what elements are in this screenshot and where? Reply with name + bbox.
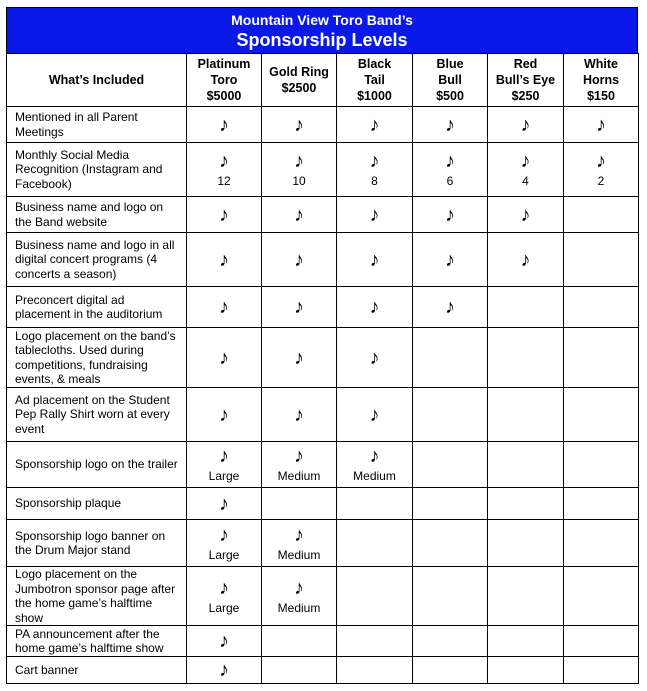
level-cell: [337, 442, 413, 488]
level-cell: [564, 287, 639, 328]
music-note-icon: ♪: [294, 248, 304, 271]
music-note-icon: ♪: [219, 492, 229, 515]
level-cell: [262, 520, 337, 567]
cell-detail: Large: [208, 600, 240, 615]
music-note-icon: ♪: [294, 445, 304, 467]
level-cell: [413, 197, 488, 233]
level-cell: [488, 388, 564, 442]
level-price: $5000: [206, 89, 242, 103]
level-name: Horns: [582, 73, 620, 87]
level-cell: [187, 197, 262, 233]
level-name: Tail: [364, 73, 385, 87]
music-note-icon: ♪: [219, 248, 229, 271]
level-cell: [413, 107, 488, 143]
level-cell: [564, 567, 639, 626]
music-note-icon: ♪: [294, 150, 304, 172]
table-body: [7, 107, 639, 684]
music-note-icon: ♪: [219, 296, 229, 318]
benefit-label: Logo placement on the Jumbotron sponsor page after the home game’s halftime show: [7, 567, 187, 626]
benefit-label: Mentioned in all Parent Meetings: [7, 107, 187, 143]
level-cell: [337, 488, 413, 520]
level-name: White: [583, 57, 619, 71]
table-row: [7, 143, 639, 197]
level-cell: [337, 287, 413, 328]
title-line-2: Sponsorship Levels: [236, 30, 408, 50]
music-note-icon: ♪: [596, 150, 606, 172]
cell-detail: Medium: [353, 469, 396, 483]
benefit-label: Preconcert digital ad placement in the auditorium: [7, 287, 187, 328]
level-name: Gold Ring: [269, 65, 329, 79]
music-note-icon: ♪: [520, 203, 531, 226]
level-cell: [187, 488, 262, 520]
music-note-icon: ♪: [369, 346, 380, 369]
cell-detail: Medium: [277, 469, 321, 483]
level-cell: [413, 388, 488, 442]
table-row: [7, 388, 639, 442]
table-row: [7, 626, 639, 657]
level-cell: [262, 388, 337, 442]
level-cell: [564, 520, 639, 567]
cell-detail: Large: [208, 469, 240, 483]
music-note-icon: ♪: [219, 346, 229, 369]
level-cell: [187, 107, 262, 143]
benefit-label: Business name and logo on the Band website: [7, 197, 187, 233]
level-cell: [488, 442, 564, 488]
level-cell: [337, 657, 413, 684]
table-row: [7, 442, 639, 488]
level-cell: [488, 520, 564, 567]
table-row: [7, 107, 639, 143]
level-cell: [564, 442, 639, 488]
table-row: [7, 520, 639, 567]
level-cell: [488, 107, 564, 143]
music-note-icon: ♪: [219, 659, 229, 681]
level-cell: [488, 488, 564, 520]
level-cell: [564, 107, 639, 143]
title-banner: [6, 7, 638, 53]
music-note-icon: ♪: [294, 113, 304, 136]
music-note-icon: ♪: [369, 445, 380, 467]
level-cell: [337, 388, 413, 442]
cell-detail: 2: [597, 174, 605, 188]
level-cell: [187, 657, 262, 684]
music-note-icon: ♪: [219, 150, 229, 172]
benefit-label: Cart banner: [7, 657, 187, 684]
level-cell: [262, 328, 337, 388]
level-price: $250: [511, 89, 540, 103]
header-level-blue: [413, 54, 488, 107]
music-note-icon: ♪: [219, 203, 229, 226]
level-name: Black: [357, 57, 392, 71]
level-name: Toro: [210, 73, 238, 87]
level-cell: [337, 233, 413, 287]
level-cell: [413, 233, 488, 287]
level-cell: [564, 388, 639, 442]
music-note-icon: ♪: [294, 523, 304, 546]
benefit-label: Sponsorship plaque: [7, 488, 187, 520]
level-cell: [187, 328, 262, 388]
header-level-red: [488, 54, 564, 107]
level-cell: [488, 567, 564, 626]
level-cell: [488, 233, 564, 287]
level-cell: [413, 328, 488, 388]
level-cell: [413, 143, 488, 197]
benefit-label: Monthly Social Media Recognition (Instagram and Facebook): [7, 143, 187, 197]
table-row: [7, 567, 639, 626]
music-note-icon: ♪: [445, 113, 455, 136]
level-cell: [262, 567, 337, 626]
header-level-black: [337, 54, 413, 107]
level-cell: [262, 197, 337, 233]
level-name: Blue: [436, 57, 464, 71]
header-whats-included: What’s Included: [7, 54, 187, 107]
header-level-platinum: [187, 54, 262, 107]
level-cell: [488, 626, 564, 657]
music-note-icon: ♪: [445, 296, 455, 318]
level-cell: [337, 520, 413, 567]
music-note-icon: ♪: [369, 203, 380, 226]
music-note-icon: ♪: [369, 403, 380, 426]
cell-detail: 6: [446, 174, 454, 188]
cell-detail: Medium: [277, 547, 321, 562]
music-note-icon: ♪: [294, 346, 304, 369]
music-note-icon: ♪: [294, 203, 304, 226]
music-note-icon: ♪: [219, 113, 229, 136]
level-cell: [564, 626, 639, 657]
level-cell: [564, 143, 639, 197]
music-note-icon: ♪: [445, 248, 455, 271]
level-cell: [413, 626, 488, 657]
benefit-label: Business name and logo in all digital concert programs (4 concerts a season): [7, 233, 187, 287]
benefit-label: Logo placement on the band’s tablecloths. Used during competitions, fundraising events, & meals: [7, 328, 187, 388]
table-row: [7, 233, 639, 287]
music-note-icon: ♪: [369, 248, 380, 271]
level-cell: [488, 143, 564, 197]
level-cell: [488, 197, 564, 233]
level-cell: [187, 233, 262, 287]
level-cell: [187, 143, 262, 197]
benefit-label: Sponsorship logo banner on the Drum Major stand: [7, 520, 187, 567]
cell-detail: Large: [208, 547, 240, 562]
level-name: Platinum: [197, 57, 251, 71]
level-cell: [262, 287, 337, 328]
cell-detail: 12: [217, 174, 231, 188]
level-cell: [187, 388, 262, 442]
table-row: [7, 287, 639, 328]
level-cell: [187, 520, 262, 567]
level-price: $2500: [281, 81, 317, 95]
music-note-icon: ♪: [369, 113, 380, 136]
level-price: $150: [587, 89, 615, 103]
music-note-icon: ♪: [294, 576, 304, 599]
level-name: Bull’s Eye: [495, 73, 556, 87]
level-cell: [413, 657, 488, 684]
level-cell: [564, 328, 639, 388]
level-cell: [337, 143, 413, 197]
level-cell: [564, 488, 639, 520]
header-level-white: [564, 54, 639, 107]
level-price: $500: [436, 89, 464, 103]
level-cell: [187, 442, 262, 488]
benefit-label: PA announcement after the home game’s halftime show: [7, 626, 187, 657]
level-cell: [488, 287, 564, 328]
music-note-icon: ♪: [369, 296, 380, 318]
benefit-label: Sponsorship logo on the trailer: [7, 442, 187, 488]
table-row: [7, 197, 639, 233]
music-note-icon: ♪: [520, 150, 531, 172]
level-cell: [187, 626, 262, 657]
music-note-icon: ♪: [445, 203, 455, 226]
sponsorship-document: [6, 7, 638, 684]
music-note-icon: ♪: [445, 150, 455, 172]
level-cell: [413, 287, 488, 328]
level-cell: [262, 442, 337, 488]
music-note-icon: ♪: [219, 445, 229, 467]
level-cell: [262, 143, 337, 197]
level-cell: [187, 287, 262, 328]
header-row: [7, 54, 639, 107]
level-cell: [187, 567, 262, 626]
music-note-icon: ♪: [219, 630, 229, 652]
level-cell: [564, 657, 639, 684]
level-cell: [413, 488, 488, 520]
level-cell: [262, 626, 337, 657]
music-note-icon: ♪: [520, 248, 531, 271]
level-name: Red: [513, 57, 538, 71]
level-cell: [413, 520, 488, 567]
level-cell: [413, 567, 488, 626]
music-note-icon: ♪: [294, 403, 304, 426]
level-cell: [262, 657, 337, 684]
level-price: $1000: [357, 89, 392, 103]
cell-detail: 4: [522, 174, 529, 188]
table-row: [7, 488, 639, 520]
level-cell: [262, 488, 337, 520]
music-note-icon: ♪: [369, 150, 380, 172]
level-cell: [337, 197, 413, 233]
level-name: Bull: [438, 73, 462, 87]
level-cell: [262, 233, 337, 287]
cell-detail: 10: [292, 174, 306, 188]
cell-detail: 8: [371, 174, 378, 188]
header-level-gold-ring: [262, 54, 337, 107]
music-note-icon: ♪: [520, 113, 531, 136]
music-note-icon: ♪: [294, 296, 304, 318]
level-cell: [337, 328, 413, 388]
cell-detail: Medium: [277, 600, 321, 615]
benefit-label: Ad placement on the Student Pep Rally Shirt worn at every event: [7, 388, 187, 442]
table-row: [7, 657, 639, 684]
level-cell: [488, 328, 564, 388]
level-cell: [337, 626, 413, 657]
level-cell: [337, 567, 413, 626]
music-note-icon: ♪: [219, 576, 229, 599]
level-cell: [413, 442, 488, 488]
level-cell: [564, 197, 639, 233]
level-cell: [564, 233, 639, 287]
music-note-icon: ♪: [219, 403, 229, 426]
level-cell: [488, 657, 564, 684]
title-line-1: Mountain View Toro Band’s: [231, 12, 413, 28]
sponsorship-table: [6, 53, 639, 684]
music-note-icon: ♪: [596, 113, 606, 136]
table-row: [7, 328, 639, 388]
music-note-icon: ♪: [219, 523, 229, 546]
level-cell: [262, 107, 337, 143]
level-cell: [337, 107, 413, 143]
